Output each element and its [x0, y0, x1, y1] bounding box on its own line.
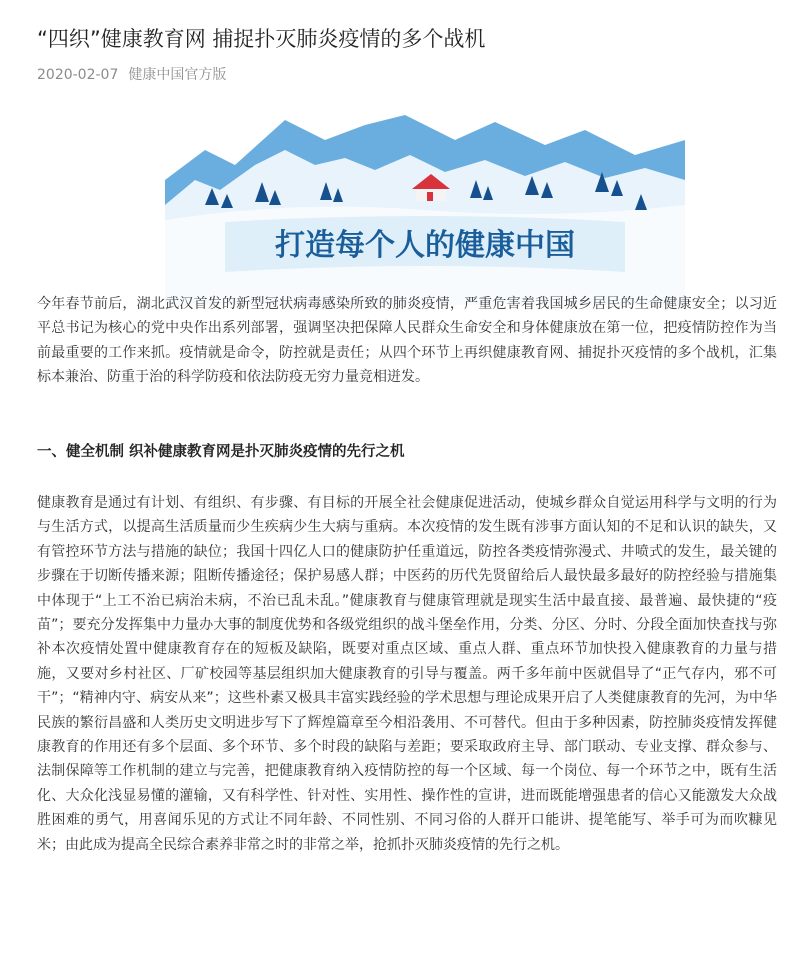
banner-image: [165, 110, 685, 305]
intro-paragraph: 今年春节前后，湖北武汉首发的新型冠状病毒感染所致的肺炎疫情，严重危害着我国城乡居民的生命健康安全；以习近平总书记为核心的党中央作出系列部署，强调坚决把保障人民群众生命安全和身体健康放在第一位，把疫情防控作为当前最重要的工作来抓。疫情就是命令，防控就是责任；从四个环节上再织健康教育网、捕捉扑灭疫情的多个战机，汇集标本兼治、防重于治的科学防疫和依法防疫无穷力量竞相迸发。: [37, 296, 777, 386]
section-heading: 一、健全机制 织补健康教育网是扑灭肺炎疫情的先行之机: [37, 444, 405, 460]
section-body: 健康教育是通过有计划、有组织、有步骤、有目标的开展全社会健康促进活动，使城乡群众自觉运用科学与文明的行为与生活方式，以提高生活质量而少生疾病少生大病与重病。本次疫情的发生既有涉事方面认知的不足和认识的缺失，又有管控环节方法与措施的缺位；我国十四亿人口的健康防护任重道远，防控各类疫情弥漫式、井喷式的发生，最关键的步骤在于切断传播来源；阻断传播途径；保护易感人群；中医药的历代先贤留给后人最快最多最好的防控经验与措施集中体现于“上工不治已病治未病，不治已乱未乱。”健康教育与健康管理就是现实生活中最直接、最普遍、最快捷的“疫苗”；要充分发挥集中力量办大事的制度优势和各级党组织的战斗堡垒作用，分类、分区、分时、分段全面加快查找与弥补本次疫情处置中健康教育存在的短板及缺陷，既要对重点区域、重点人群、重点环节加快投入健康教育的力量与措施，又要对乡村社区、厂矿校园等基层组织加大健康教育的引导与覆盖。两千多年前中医就倡导了“正气存内，邪不可干”；“精神内守、病安从来”；这些朴素又极具丰富实践经验的学术思想与理论成果开启了人类健康教育的先河，为中华民族的繁衍昌盛和人类历史文明进步写下了辉煌篇章至今相沿袭用、不可替代。但由于多种因素，防控肺炎疫情发挥健康教育的作用还有多个层面、多个环节、多个时段的缺陷与差距；要采取政府主导、部门联动、专业支撑、群众参与、法制保障等工作机制的建立与完善，把健康教育纳入疫情防控的每一个区域、每一个岗位、每一个环节之中，既有生活化、大众化浅显易懂的灌输，又有科学性、针对性、实用性、操作性的宣讲，进而既能增强患者的信心又能激发大众战胜困难的勇气，用喜闻乐见的方式让不同年龄、不同性别、不同习俗的人群开口能讲、提笔能写、举手可为而吹糠见米；由此成为提高全民综合素养非常之时的非常之举，抢抓扑灭肺炎疫情的先行之机。: [37, 495, 777, 853]
publish-date: 2020-02-07: [37, 67, 119, 83]
banner-text: 打造每个人的健康中国: [275, 228, 575, 263]
article-title: “四织”健康教育网 捕捉扑灭肺炎疫情的多个战机: [37, 27, 486, 51]
source-link[interactable]: 健康中国官方版: [128, 67, 227, 83]
article-meta: [37, 65, 226, 85]
